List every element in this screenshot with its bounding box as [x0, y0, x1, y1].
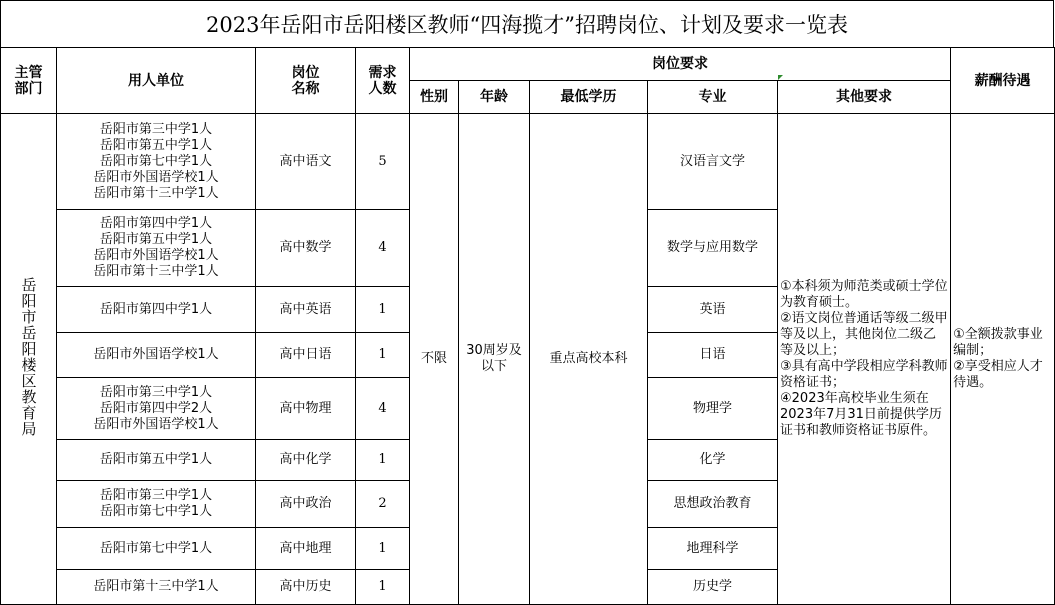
unit-cell [57, 481, 256, 528]
header-post-text: 岗位 名称 [291, 64, 320, 97]
header-age: 年龄 [459, 81, 530, 114]
unit-cell [57, 210, 256, 287]
age-cell: 30周岁及以下 [459, 114, 530, 605]
count-cell: 5 [356, 114, 410, 210]
unit-line: 岳阳市第三中学1人 [99, 121, 213, 137]
unit-line: 岳阳市第七中学1人 [99, 504, 213, 519]
unit-line: 岳阳市第五中学1人 [99, 137, 213, 153]
unit-cell [57, 570, 256, 605]
table-body [1, 114, 1055, 605]
unit-line: 岳阳市外国语学校1人 [93, 248, 219, 263]
count-cell: 2 [356, 481, 410, 528]
dept-cell [1, 114, 57, 605]
unit-line: 岳阳市第三中学1人 [99, 488, 213, 503]
dept-text: 岳阳市岳阳楼区教育局 [19, 276, 38, 437]
header-dept-text: 主管 部门 [14, 64, 43, 97]
post-cell: 高中历史 [256, 570, 356, 605]
unit-line: 岳阳市第五中学1人 [99, 452, 213, 467]
unit-cell [57, 378, 256, 440]
count-cell: 1 [356, 287, 410, 333]
header-edu: 最低学历 [530, 81, 648, 114]
page-title: 2023年岳阳市岳阳楼区教师“四海揽才”招聘岗位、计划及要求一览表 [0, 0, 1054, 47]
count-cell: 1 [356, 333, 410, 378]
unit-line: 岳阳市第四中学1人 [99, 301, 213, 317]
major-cell: 数学与应用数学 [648, 210, 778, 287]
count-cell: 1 [356, 528, 410, 570]
unit-cell [57, 528, 256, 570]
unit-line: 岳阳市第十三中学1人 [93, 185, 219, 201]
major-cell: 化学 [648, 440, 778, 481]
count-cell: 1 [356, 440, 410, 481]
post-cell: 高中地理 [256, 528, 356, 570]
header-unit: 用人单位 [57, 48, 256, 114]
unit-line: 岳阳市第四中学2人 [99, 400, 213, 416]
unit-line: 岳阳市第三中学1人 [99, 384, 213, 400]
header-requirements: 岗位要求 [410, 48, 951, 81]
post-cell: 高中数学 [256, 210, 356, 287]
major-cell: 历史学 [648, 570, 778, 605]
post-cell: 高中英语 [256, 287, 356, 333]
other-requirements-cell: ①本科须为师范类或硕士学位为教育硕士。 ②语文岗位普通话等级二级甲等及以上，其他岗位二级乙等及以上； ③具有高中学段相应学科教师资格证书； ④2023年高校毕业生须在2023年7月31日前提供学历证书和教师资格证书原件。 [778, 114, 951, 605]
salary-cell: ①全额拨款事业编制； ②享受相应人才待遇。 [951, 114, 1055, 605]
unit-line: 岳阳市外国语学校1人 [93, 416, 219, 432]
count-cell: 4 [356, 210, 410, 287]
edu-cell: 重点高校本科 [530, 114, 648, 605]
unit-line: 岳阳市外国语学校1人 [93, 347, 219, 362]
unit-line: 岳阳市第四中学1人 [99, 216, 213, 231]
unit-line: 岳阳市第十三中学1人 [93, 264, 219, 279]
header-post [256, 48, 356, 114]
unit-cell [57, 440, 256, 481]
header-salary: 薪酬待遇 [951, 48, 1055, 114]
post-cell: 高中物理 [256, 378, 356, 440]
table-row [1, 114, 1055, 210]
header-count [356, 48, 410, 114]
header-dept [1, 48, 57, 114]
unit-cell [57, 114, 256, 210]
recruitment-table [0, 47, 1055, 605]
major-cell: 物理学 [648, 378, 778, 440]
unit-cell [57, 287, 256, 333]
unit-line: 岳阳市第五中学1人 [99, 232, 213, 247]
major-cell: 日语 [648, 333, 778, 378]
count-cell: 1 [356, 570, 410, 605]
major-cell: 思想政治教育 [648, 481, 778, 528]
gender-cell: 不限 [410, 114, 459, 605]
header-gender: 性别 [410, 81, 459, 114]
count-cell: 4 [356, 378, 410, 440]
major-cell: 汉语言文学 [648, 114, 778, 210]
unit-line: 岳阳市第七中学1人 [99, 540, 213, 556]
major-cell: 地理科学 [648, 528, 778, 570]
post-cell: 高中化学 [256, 440, 356, 481]
major-cell: 英语 [648, 287, 778, 333]
post-cell: 高中政治 [256, 481, 356, 528]
header-count-text: 需求 人数 [368, 64, 397, 97]
unit-line: 岳阳市外国语学校1人 [93, 169, 219, 185]
post-cell: 高中日语 [256, 333, 356, 378]
post-cell: 高中语文 [256, 114, 356, 210]
unit-cell [57, 333, 256, 378]
unit-line: 岳阳市第七中学1人 [99, 153, 213, 169]
header-other: 其他要求 [778, 81, 951, 114]
header-major: 专业 [648, 81, 778, 114]
unit-line: 岳阳市第十三中学1人 [93, 579, 219, 594]
